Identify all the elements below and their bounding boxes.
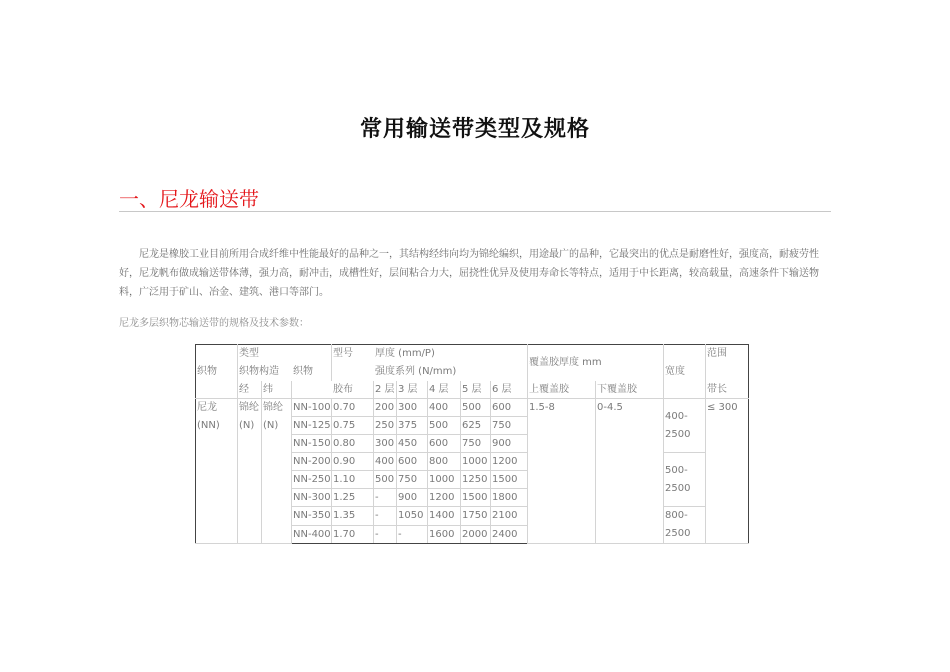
thickness-cell: 0.70 <box>332 399 374 417</box>
header-ply-2: 2 层 <box>374 381 397 399</box>
header-warp: 经 <box>238 381 262 399</box>
header-range: 范围 <box>706 345 749 363</box>
ply6-cell: 750 <box>491 417 528 435</box>
header-fabric: 织物 <box>196 363 238 381</box>
ply4-cell: 1200 <box>428 489 461 507</box>
warp-cell: 锦纶 (N) <box>238 399 262 544</box>
header-fabric2-blank-2 <box>292 381 332 399</box>
model-cell: NN-150 <box>292 435 332 453</box>
header-type: 类型 <box>238 345 292 363</box>
section-divider <box>119 211 831 212</box>
section-heading: 一、尼龙输送带 <box>119 187 259 211</box>
header-ply-5: 5 层 <box>461 381 491 399</box>
material-cell: 尼龙 (NN) <box>196 399 238 544</box>
ply2-cell: - <box>374 507 397 526</box>
table-caption: 尼龙多层织物芯输送带的规格及技术参数： <box>119 318 309 329</box>
header-weft: 纬 <box>262 381 292 399</box>
thickness-cell: 1.25 <box>332 489 374 507</box>
ply2-cell: 400 <box>374 453 397 471</box>
header-fabric2: 织物 <box>292 363 332 381</box>
thickness-cell: 1.10 <box>332 471 374 489</box>
header-fabric2-blank <box>292 345 332 363</box>
width-cell: 800-2500 <box>664 507 706 544</box>
ply3-cell: 300 <box>397 399 428 417</box>
intro-paragraph: 尼龙是橡胶工业目前所用合成纤维中性能最好的品种之一，其结构经纬向均为锦纶编织，用途最广的品种，它最突出的优点是耐磨性好，强度高，耐疲劳性好，尼龙帆布做成输送带体薄，强力高，耐冲击，成槽性好，层间粘合力大，屈挠性优异及使用寿命长等特点，适用于中长距离，较高载量，高速条件下输送物料，广泛用于矿山、冶金、建筑、港口等部门。 <box>119 249 819 298</box>
cover-top-cell: 1.5-8 <box>528 399 596 544</box>
ply4-cell: 600 <box>428 435 461 453</box>
ply4-cell: 1600 <box>428 525 461 544</box>
thickness-cell: 0.75 <box>332 417 374 435</box>
ply4-cell: 500 <box>428 417 461 435</box>
header-structure: 织物构造 <box>238 363 292 381</box>
ply3-cell: 600 <box>397 453 428 471</box>
weft-cell: 锦纶 (N) <box>262 399 292 544</box>
ply2-cell: 200 <box>374 399 397 417</box>
page-title: 常用输送带类型及规格 <box>359 117 590 142</box>
header-width-blank-2 <box>664 381 706 399</box>
length-cell: ≤ 300 <box>706 399 749 544</box>
ply5-cell: 2000 <box>461 525 491 544</box>
thickness-cell: 1.70 <box>332 525 374 544</box>
model-cell: NN-250 <box>292 471 332 489</box>
header-model: 型号 <box>332 345 374 363</box>
ply5-cell: 1000 <box>461 453 491 471</box>
cover-bottom-cell: 0-4.5 <box>596 399 664 544</box>
header-thickness: 厚度 (mm/P) <box>374 345 528 363</box>
header-ply-3: 3 层 <box>397 381 428 399</box>
header-cover: 覆盖胶厚度 mm <box>528 345 664 381</box>
spec-table <box>195 344 749 544</box>
header-belt-length: 带长 <box>706 381 749 399</box>
header-ply-fabric: 胶布 <box>332 381 374 399</box>
header-width: 宽度 <box>664 363 706 381</box>
ply4-cell: 1000 <box>428 471 461 489</box>
ply3-cell: 750 <box>397 471 428 489</box>
ply6-cell: 2400 <box>491 525 528 544</box>
header-row-2 <box>196 363 749 381</box>
model-cell: NN-100 <box>292 399 332 417</box>
ply6-cell: 1200 <box>491 453 528 471</box>
header-width-blank <box>664 345 706 363</box>
ply6-cell: 2100 <box>491 507 528 526</box>
ply5-cell: 625 <box>461 417 491 435</box>
ply2-cell: - <box>374 525 397 544</box>
table-row <box>196 399 749 417</box>
header-model-blank <box>332 363 374 381</box>
ply6-cell: 1800 <box>491 489 528 507</box>
ply3-cell: 900 <box>397 489 428 507</box>
ply2-cell: 500 <box>374 471 397 489</box>
header-fabric-blank-2 <box>196 381 238 399</box>
header-strength: 强度系列 (N/mm) <box>374 363 528 381</box>
ply3-cell: 1050 <box>397 507 428 526</box>
model-cell: NN-350 <box>292 507 332 526</box>
header-cover-top: 上覆盖胶 <box>528 381 596 399</box>
ply5-cell: 750 <box>461 435 491 453</box>
header-row-1 <box>196 345 749 363</box>
ply3-cell: 450 <box>397 435 428 453</box>
header-ply-6: 6 层 <box>491 381 528 399</box>
ply3-cell: 375 <box>397 417 428 435</box>
header-range-blank <box>706 363 749 381</box>
width-cell: 500-2500 <box>664 453 706 507</box>
ply3-cell: - <box>397 525 428 544</box>
header-fabric-blank <box>196 345 238 363</box>
thickness-cell: 1.35 <box>332 507 374 526</box>
ply6-cell: 900 <box>491 435 528 453</box>
ply2-cell: 300 <box>374 435 397 453</box>
thickness-cell: 0.90 <box>332 453 374 471</box>
header-ply-4: 4 层 <box>428 381 461 399</box>
thickness-cell: 0.80 <box>332 435 374 453</box>
ply2-cell: 250 <box>374 417 397 435</box>
header-cover-bottom: 下覆盖胶 <box>596 381 664 399</box>
model-cell: NN-300 <box>292 489 332 507</box>
ply5-cell: 500 <box>461 399 491 417</box>
ply6-cell: 1500 <box>491 471 528 489</box>
ply5-cell: 1750 <box>461 507 491 526</box>
ply2-cell: - <box>374 489 397 507</box>
model-cell: NN-125 <box>292 417 332 435</box>
header-row-3 <box>196 381 749 399</box>
ply4-cell: 1400 <box>428 507 461 526</box>
width-cell: 400-2500 <box>664 399 706 453</box>
ply5-cell: 1250 <box>461 471 491 489</box>
model-cell: NN-400 <box>292 525 332 544</box>
ply4-cell: 800 <box>428 453 461 471</box>
ply5-cell: 1500 <box>461 489 491 507</box>
model-cell: NN-200 <box>292 453 332 471</box>
ply4-cell: 400 <box>428 399 461 417</box>
ply6-cell: 600 <box>491 399 528 417</box>
